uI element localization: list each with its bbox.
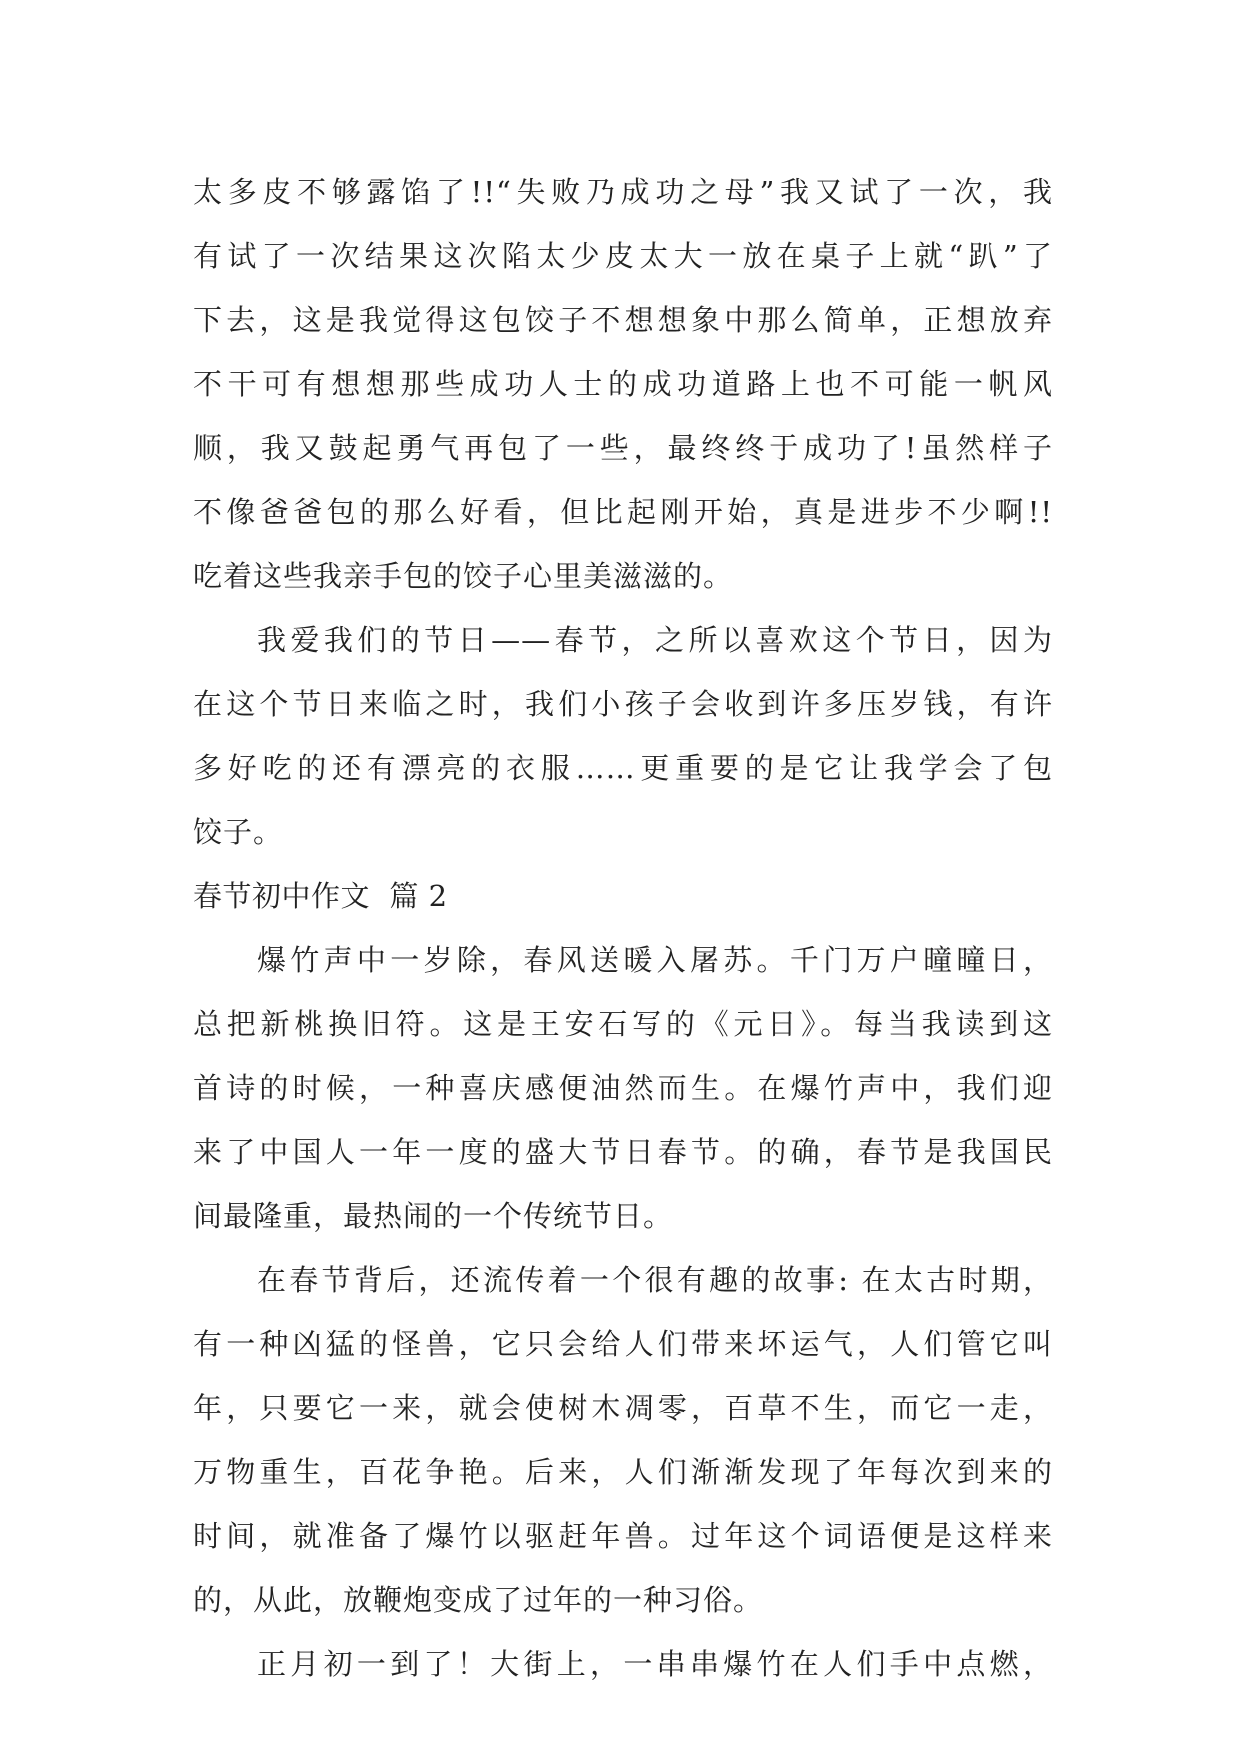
text-line: 时间，就准备了爆竹以驱赶年兽。过年这个词语便是这样来 bbox=[193, 1519, 1053, 1553]
paragraph bbox=[193, 608, 1053, 864]
text-line: 有一种凶猛的怪兽，它只会给人们带来坏运气，人们管它叫 bbox=[193, 1327, 1053, 1361]
text-line: 我爱我们的节日——春节，之所以喜欢这个节日，因为 bbox=[257, 623, 1053, 657]
text-line: 的，从此，放鞭炮变成了过年的一种习俗。 bbox=[193, 1583, 764, 1617]
text-line: 吃着这些我亲手包的饺子心里美滋滋的。 bbox=[193, 559, 734, 593]
text-line: 不像爸爸包的那么好看，但比起刚开始，真是进步不少啊!! bbox=[193, 495, 1053, 529]
text-line: 正月初一到了！大街上，一串串爆竹在人们手中点燃， bbox=[257, 1647, 1053, 1681]
text-line: 不干可有想想那些成功人士的成功道路上也不可能一帆风 bbox=[193, 367, 1053, 401]
text-line: 爆竹声中一岁除，春风送暖入屠苏。千门万户曈曈日， bbox=[257, 943, 1053, 977]
paragraph bbox=[193, 160, 1053, 608]
text-line: 多好吃的还有漂亮的衣服……更重要的是它让我学会了包 bbox=[193, 751, 1053, 785]
text-line: 太多皮不够露馅了!!“失败乃成功之母”我又试了一次，我 bbox=[193, 175, 1053, 209]
text-line: 饺子。 bbox=[193, 815, 284, 849]
text-line: 在春节背后，还流传着一个很有趣的故事: 在太古时期， bbox=[257, 1263, 1053, 1297]
text-line: 有试了一次结果这次陷太少皮太大一放在桌子上就“趴”了 bbox=[193, 239, 1053, 273]
text-line: 总把新桃换旧符。这是王安石写的《元日》。每当我读到这 bbox=[193, 1007, 1053, 1041]
text-line: 间最隆重，最热闹的一个传统节日。 bbox=[193, 1199, 674, 1233]
text-line: 首诗的时候，一种喜庆感便油然而生。在爆竹声中，我们迎 bbox=[193, 1071, 1053, 1105]
section-heading: 春节初中作文 篇 2 bbox=[193, 879, 448, 913]
text-line: 下去，这是我觉得这包饺子不想想象中那么简单，正想放弃 bbox=[193, 303, 1053, 337]
text-line: 来了中国人一年一度的盛大节日春节。的确，春节是我国民 bbox=[193, 1135, 1053, 1169]
paragraph bbox=[193, 928, 1053, 1248]
document-body bbox=[193, 160, 1053, 1696]
text-line: 在这个节日来临之时，我们小孩子会收到许多压岁钱，有许 bbox=[193, 687, 1053, 721]
text-line: 年，只要它一来，就会使树木凋零，百草不生，而它一走， bbox=[193, 1391, 1053, 1425]
paragraph bbox=[193, 1248, 1053, 1632]
text-line: 万物重生，百花争艳。后来，人们渐渐发现了年每次到来的 bbox=[193, 1455, 1053, 1489]
paragraph bbox=[193, 1632, 1053, 1696]
text-line: 顺，我又鼓起勇气再包了一些，最终终于成功了!虽然样子 bbox=[193, 431, 1053, 465]
